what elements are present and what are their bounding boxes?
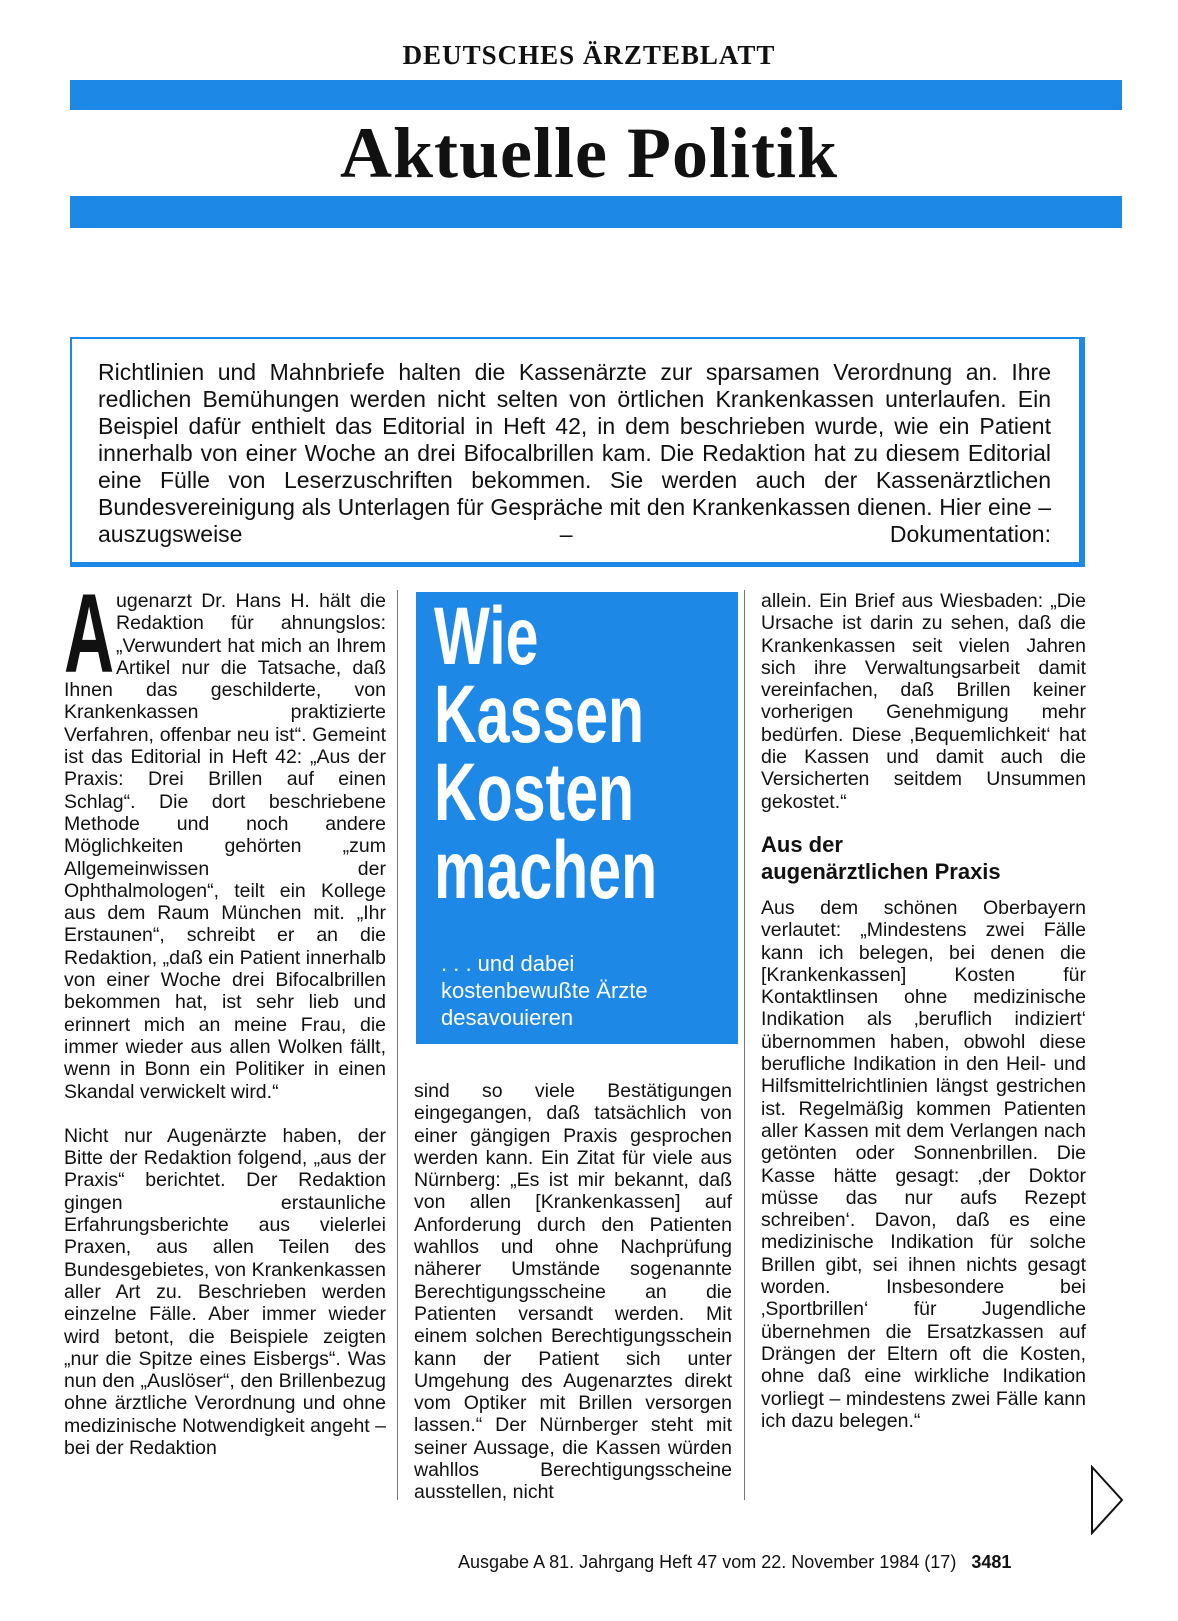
continue-arrow-icon [1090,1465,1124,1535]
feature-subline-3: desavouieren [441,1005,574,1030]
column-3-subheading-line-2: augenärztlichen Praxis [761,858,1001,884]
column-1 [64,571,386,1459]
feature-headline-line-3: Kosten [434,747,635,838]
feature-subline-1: . . . und dabei [441,951,575,976]
column-1-paragraph-1 [64,571,386,1103]
column-2 [414,1080,732,1504]
feature-subline-2: kostenbewußte Ärzte [441,978,648,1003]
drop-cap: A [64,571,115,696]
feature-box [416,592,738,1044]
footer [458,1552,1011,1573]
header-bar-top [70,80,1122,110]
footer-edition: Ausgabe A 81. Jahrgang Heft 47 vom 22. November 1984 (17) [458,1552,957,1572]
feature-headline-line-2: Kassen [434,669,645,760]
intro-box: Richtlinien und Mahnbriefe halten die Kassenärzte zur sparsamen Verordnung an. Ihre redlichen Bemühungen werden nicht selten von örtlichen Krankenkassen unterlaufen. Ein Beispiel dafür enthielt das Editorial in Heft 42, in dem beschrieben wurde, wie ein Patient innerhalb von einer Woche an drei Bifocalbrillen kam. Die Redaktion hat zu diesem Editorial eine Fülle von Leserzuschriften bekommen. Sie werden auch der Kassenärztlichen Bundesvereinigung als Unterlagen für Gespräche mit den Krankenkassen dienen. Hier eine – auszugsweise – Dokumentation: [70,337,1085,567]
page-number: 3481 [971,1552,1012,1572]
column-3-subheading-line-1: Aus der [761,831,843,857]
feature-headline-line-1: Wie [434,591,539,682]
column-3-subheading [761,831,1086,885]
column-3-paragraph-2: Aus dem schönen Oberbayern verlautet: „Mindestens zwei Fälle kann ich belegen, bei denen die [Krankenkassen] Kosten für Kontaktlinsen ohne medizinische Indikation als ‚beruflich indiziert‘ übernommen haben, obwohl diese berufliche Indikation in den Heil- und Hilfsmittelrichtlinien längst gestrichen ist. Regelmäßig kommen Patienten aller Kassen mit dem Verlangen nach getönten oder Sonnenbrillen. Die Kasse hätte gesagt: ‚der Doktor müsse das nur aufs Rezept schreiben‘. Davon, daß es eine medizinische Indikation für solche Brillen gibt, sei ihnen nichts gesagt worden. Insbesondere bei ‚Sportbrillen‘ für Jugendliche übernehmen die Ersatzkassen auf Drängen der Eltern oft die Kosten, ohne daß eine wirkliche Indikation vorliegt – mindestens zwei Fälle kann ich dazu belegen.“ [761,896,1086,1432]
column-rule-2 [744,590,745,1500]
masthead: DEUTSCHES ÄRZTEBLATT [402,40,776,70]
column-2-paragraph-1: sind so viele Bestätigungen eingegangen, daß tatsächlich von einer gängigen Praxis gesprochen werden kann. Ein Zitat für viele aus Nürnberg: „Es ist mir bekannt, daß von allen [Krankenkassen] auf Anforderung durch den Patienten wahllos und ohne Nachprüfung näherer Umstände sogenannte Berechtigungsscheine an die Patienten versandt werden. Mit einem solchen Berechtigungsschein kann der Patient sich unter Umgehung des Augenarztes direkt vom Optiker mit Brillen versorgen lassen.“ Der Nürnberger steht mit seiner Aussage, die Kassen würden wahllos Berechtigungsscheine ausstellen, nicht [414,1080,732,1504]
column-1-paragraph-1-text: ugenarzt Dr. Hans H. hält die Redaktion für ahnungslos: „Verwundert hat mich an Ihrem Artikel nur die Tatsache, daß Ihnen das geschilderte, von Krankenkassen praktizierte Verfahren, offenbar neu ist“. Gemeint ist das Editorial in Heft 42: „Aus der Praxis: Drei Brillen auf einen Schlag“. Die dort beschriebene Methode und noch andere Möglichkeiten gehörten „zum Allgemeinwissen der Ophthalmologen“, teilt ein Kollege aus dem Raum München mit. „Ihr Erstaunen“, schreibt er an die Redaktion, „daß ein Patient innerhalb von einer Woche drei Bifocalbrillen bekommen hat, ist sehr lieb und erinnert mich an meine Frau, die immer wieder aus allen Wolken fällt, wenn in Bonn ein Politiker in einen Skandal verwickelt wird.“ [64,590,386,1103]
feature-headline-line-4: machen [434,825,658,916]
header-bar-bottom [70,196,1122,228]
feature-subline [441,950,648,1031]
section-title: Aktuelle Politik [340,113,838,193]
column-3-paragraph-1: allein. Ein Brief aus Wiesbaden: „Die Ursache ist darin zu sehen, daß die Krankenkassen seit vielen Jahren sich ihre Verwaltungsarbeit damit vereinfachen, daß Brillen keiner vorherigen Genehmigung mehr bedürfen. Diese ‚Bequemlichkeit‘ hat die Kassen und damit auch die Versicherten seitdem Unsummen gekostet.“ [761,590,1086,813]
column-rule-1 [397,590,398,1500]
column-1-paragraph-2: Nicht nur Augenärzte haben, der Bitte der Redaktion folgend, „aus der Praxis“ berichtet. Der Redaktion gingen erstaunliche Erfahrungsberichte aus vielerlei Praxen, aus allen Teilen des Bundesgebietes, von Krankenkassen aller Art zu. Beschrieben werden einzelne Fälle. Aber immer wieder wird betont, die Beispiele zeigten „nur die Spitze eines Eisbergs“. Was nun den „Auslöser“, den Brillenbezug ohne ärztliche Verordnung und ohne medizinische Notwendigkeit angeht – bei der Redaktion [64,1124,386,1459]
column-3 [761,590,1086,1432]
